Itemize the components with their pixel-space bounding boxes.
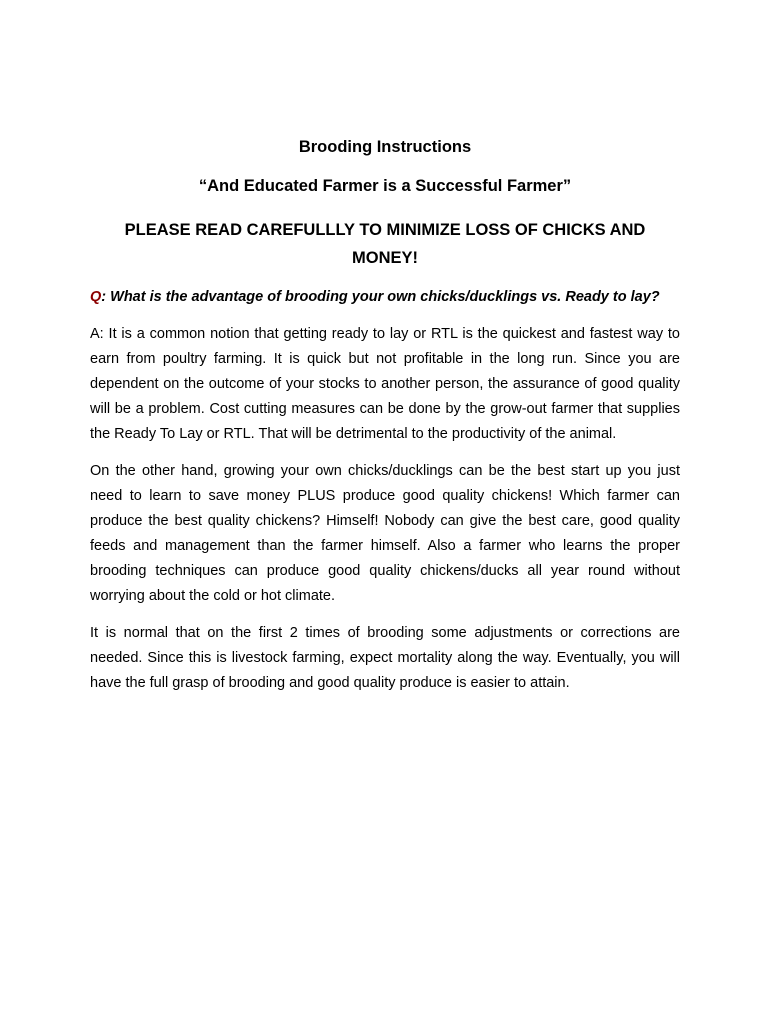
answer-prefix: A xyxy=(90,326,100,342)
warning-heading: PLEASE READ CAREFULLLY TO MINIMIZE LOSS OF CHICKS AND MONEY! xyxy=(124,221,646,267)
answer-paragraph xyxy=(90,322,680,447)
question-text: : What is the advantage of brooding your own chicks/ducklings vs. Ready to lay? xyxy=(101,289,660,305)
document-subtitle: “And Educated Farmer is a Successful Farmer” xyxy=(198,177,572,195)
question-prefix: Q xyxy=(90,289,102,305)
question-paragraph xyxy=(90,285,680,310)
document-title: Brooding Instructions xyxy=(298,138,472,156)
body-paragraph: It is normal that on the first 2 times of brooding some adjustments or corrections are needed. Since this is livestock farming, expect mortality along the way. Eventually, you will have the full grasp of brooding and good quality produce is easier to attain. xyxy=(90,625,680,691)
body-paragraph: On the other hand, growing your own chicks/ducklings can be the best start up you just need to learn to save money PLUS produce good quality chickens! Which farmer can produce the best quality chickens? Himself! Nobody can give the best care, good quality feeds and management than the farmer himself. Also a farmer who learns the proper brooding techniques can produce good quality chickens/ducks all year round without worrying about the cold or hot climate. xyxy=(90,463,680,604)
answer-text: : It is a common notion that getting ready to lay or RTL is the quickest and fastest way to earn from poultry farming. It is quick but not profitable in the long run. Since you are dependent on the outcome of your stocks to another person, the assurance of good quality will be a problem. Cost cutting measures can be done by the grow-out farmer that supplies the Ready To Lay or RTL. That will be detrimental to the productivity of the animal. xyxy=(90,326,680,442)
